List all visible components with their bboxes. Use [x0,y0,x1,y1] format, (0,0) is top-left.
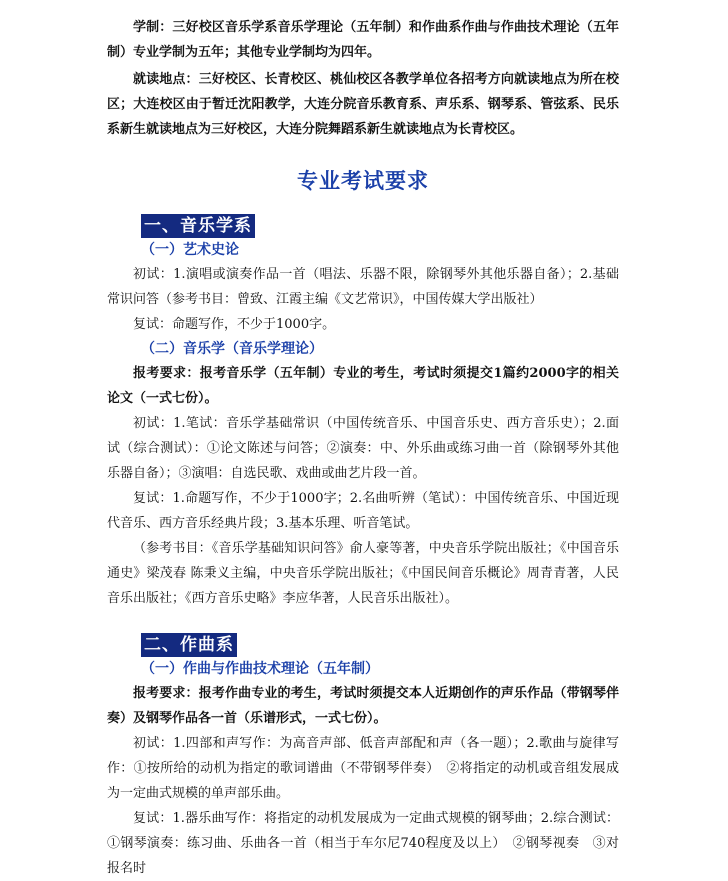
exam-paragraph: 初试：1.笔试：音乐学基础常识（中国传统音乐、中国音乐史、西方音乐史）；2.面试（综合测试）：①论文陈述与问答；②演奏：中、外乐曲或练习曲一首（除钢琴外其他乐器自备）；③演唱：自选民歌、戏曲或曲艺片段一首。 [107,416,619,481]
reference-paragraph: （参考书目：《音乐学基础知识问答》俞人豪等著，中央音乐学院出版社；《中国音乐通史》梁茂春 陈秉义主编，中央音乐学院出版社；《中国民间音乐概论》周青青著，人民音乐出版社；《西方音乐史略》李应华著，人民音乐出版社）。 [107,541,619,606]
requirement-paragraph: 报考要求：报考音乐学（五年制）专业的考生，考试时须提交1篇约2000字的相关论文（一式七份）。 [107,366,619,406]
exam-paragraph: 初试：1.四部和声写作：为高音声部、低音声部配和声（各一题）；2.歌曲与旋律写作：①按所给的动机为指定的歌词谱曲（不带钢琴伴奏） ②将指定的动机或音组发展成为一定曲式规模的单声部乐曲。 [107,736,619,801]
exam-paragraph: 复试：命题写作，不少于1000字。 [133,317,336,332]
section-title: 专业考试要求 [297,168,429,193]
department-music-studies [107,214,619,611]
exam-paragraph: 复试：1.命题写作，不少于1000字；2.名曲听辨（笔试）：中国传统音乐、中国近现代音乐、西方音乐经典片段；3.基本乐理、听音笔试。 [107,491,619,531]
subsection-heading: （一）艺术史论 [141,242,239,258]
department-heading: 一、音乐学系 [141,214,255,238]
intro-location-paragraph: 就读地点：三好校区、长青校区、桃仙校区各教学单位各招考方向就读地点为所在校区；大连校区由于暂迁沈阳教学，大连分院音乐教育系、声乐系、钢琴系、管弦系、民乐系新生就读地点为三好校区，大连分院舞蹈系新生就读地点为长青校区。 [107,72,619,137]
exam-paragraph: 复试：1.器乐曲写作：将指定的动机发展成为一定曲式规模的钢琴曲；2.综合测试：①钢琴演奏：练习曲、乐曲各一首（相当于车尔尼740程度及以上） ②钢琴视奏 ③对报名时 [107,811,619,876]
department-heading: 二、作曲系 [141,633,237,657]
exam-paragraph: 初试：1.演唱或演奏作品一首（唱法、乐器不限，除钢琴外其他乐器自备）；2.基础常识问答（参考书目：曾致、江霞主编《文艺常识》，中国传媒大学出版社） [107,267,619,307]
department-composition [107,633,619,881]
intro-schooling-paragraph: 学制：三好校区音乐学系音乐学理论（五年制）和作曲系作曲与作曲技术理论（五年制）专业学制为五年；其他专业学制均为四年。 [107,20,619,60]
requirement-paragraph: 报考要求：报考作曲专业的考生，考试时须提交本人近期创作的声乐作品（带钢琴伴奏）及钢琴作品各一首（乐谱形式，一式七份）。 [107,686,619,726]
subsection-heading: （二）音乐学（音乐学理论） [141,341,323,357]
document-page [107,0,619,881]
subsection-heading: （一）作曲与作曲技术理论（五年制） [141,661,379,677]
